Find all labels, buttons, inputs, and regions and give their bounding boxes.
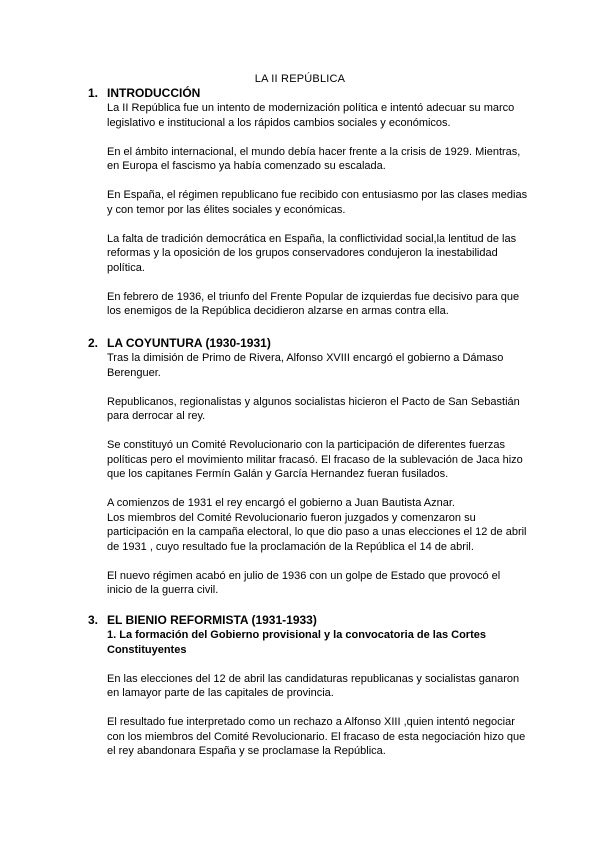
section-heading [88, 336, 528, 351]
document-title: LA II REPÚBLICA [254, 73, 346, 85]
paragraph: En el ámbito internacional, el mundo debía hacer frente a la crisis de 1929. Mientras, en Europa el fascismo ya había comenzado su escalada. [107, 145, 521, 172]
paragraph: Los miembros del Comité Revolucionario fueron juzgados y comenzaron su participación en la campaña electoral, lo que dio paso a unas elecciones el 12 de abril de 1931 , cuyo resultado fue la proclamación de la República el 14 de abril. [107, 511, 527, 553]
section-body [88, 351, 528, 598]
paragraph: El nuevo régimen acabó en julio de 1936 con un golpe de Estado que provocó el inicio de la guerra civil. [107, 569, 501, 596]
paragraph: Se constituyó un Comité Revolucionario con la participación de diferentes fuerzas políticas pero el movimiento militar fracasó. El fracaso de la sublevación de Jaca hizo que los capitanes Fermín Galán y García Hernandez fueran fusilados. [107, 439, 523, 480]
paragraph: El resultado fue interpretado como un rechazo a Alfonso XIII ,quien intentó negociar con los miembros del Comité Revolucionario. El fracaso de esta negociación hizo que el rey abandonara España y se proclamase la República. [107, 716, 526, 757]
paragraph: En febrero de 1936, el triunfo del Frente Popular de izquierdas fue decisivo para que los enemigos de la República decidieron alzarse en armas contra ella. [107, 290, 520, 317]
section-body [88, 628, 528, 759]
section-title: EL BIENIO REFORMISTA (1931-1933) [107, 613, 317, 627]
paragraph: La II República fue un intento de modernización política e intentó adecuar su marco legislativo e institucional a los rápidos cambios sociales y económicos. [107, 102, 515, 129]
section-number: 3. [88, 613, 99, 627]
section-heading [88, 613, 528, 628]
paragraph: Tras la dimisión de Primo de Rivera, Alfonso XVIII encargó el gobierno a Dámaso Berenguer. [107, 352, 504, 379]
subsection-heading: 1. La formación del Gobierno provisional y la convocatoria de las Cortes Constituyentes [107, 629, 486, 656]
section-title: LA COYUNTURA (1930-1931) [107, 336, 271, 350]
section-coyuntura [88, 336, 528, 612]
section-number: 1. [88, 86, 99, 100]
section-title: INTRODUCCIÓN [107, 86, 201, 100]
paragraph: En España, el régimen republicano fue recibido con entusiasmo por las clases medias y con temor por las élites sociales y económicas. [107, 189, 528, 216]
section-number: 2. [88, 336, 99, 350]
paragraph: En las elecciones del 12 de abril las candidaturas republicanas y socialistas ganaron en lamayor parte de las capitales de provincia. [107, 672, 520, 699]
section-body [88, 101, 528, 319]
paragraph: A comienzos de 1931 el rey encargó el gobierno a Juan Bautista Aznar. [107, 497, 455, 509]
section-bienio-reformista [88, 613, 528, 773]
section-introduccion [88, 86, 528, 333]
paragraph: La falta de tradición democrática en España, la conflictividad social,la lentitud de las reformas y la oposición de los grupos conservadores condujeron la inestabilidad política. [107, 232, 517, 274]
paragraph: Republicanos, regionalistas y algunos socialistas hicieron el Pacto de San Sebastián para derrocar al rey. [107, 395, 520, 422]
section-heading [88, 86, 528, 101]
